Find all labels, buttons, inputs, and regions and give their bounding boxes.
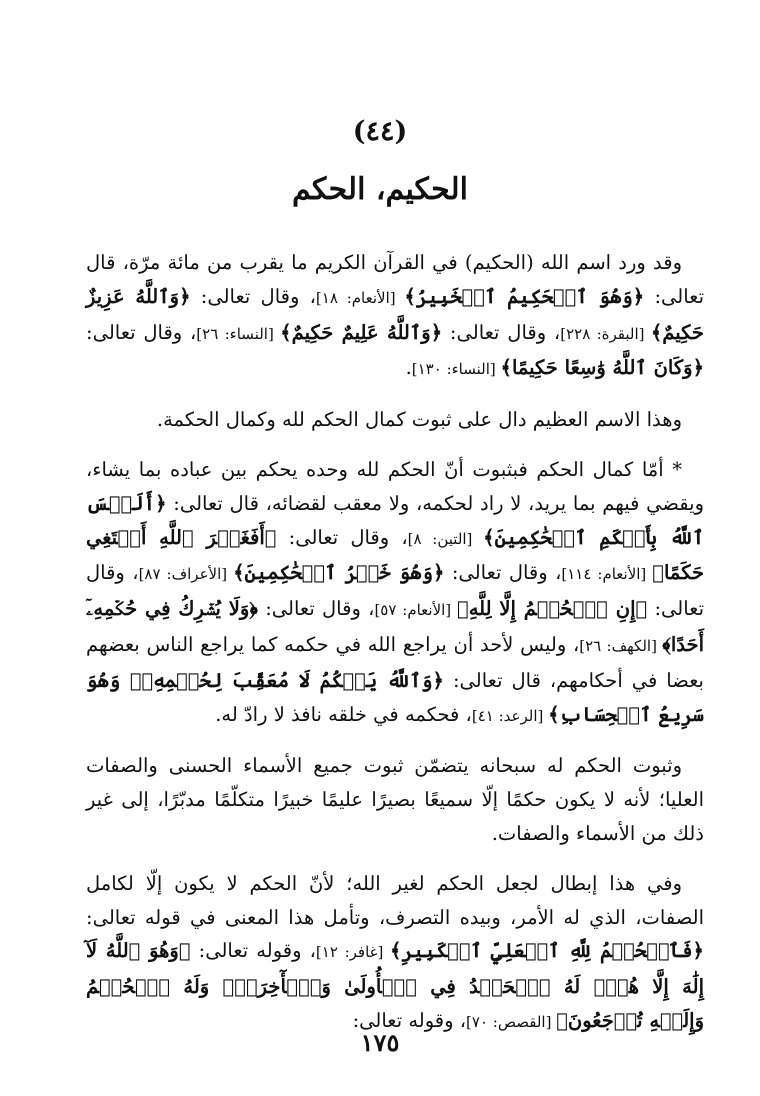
paragraph-text: ، فحكمه في خلقه نافذ لا رادّ له. [215, 702, 472, 726]
quran-verse: ﴿وَٱللَّهُ يَحۡكُمُ لَا مُعَقِّبَ لِحُكۡمِهِۦۚ وَهُوَ سَرِيعُ ٱلۡحِسَابِ﴾ [86, 668, 704, 726]
verse-reference: [الأنعام: ١٨] [315, 288, 405, 307]
verse-reference: [الرعد: ٤١] [471, 706, 549, 725]
quran-verse: ﴿فَٱلۡحُكۡمُ لِلَّهِ ٱلۡعَلِيِّ ٱلۡكَبِيرِ﴾ [390, 939, 704, 963]
paragraph [86, 453, 704, 733]
paragraph [86, 403, 704, 437]
paragraph-text: ، وقال تعالى: [86, 320, 197, 344]
paragraph-text: . [405, 356, 412, 380]
paragraph [86, 246, 704, 387]
verse-reference: [الكهف: ٢٦] [579, 636, 663, 655]
paragraph-text: ، وقال تعالى: [442, 320, 561, 344]
chapter-title: الحكيم، الحكم [292, 172, 468, 207]
paragraph-text: ، وقال تعالى: [86, 561, 704, 621]
quran-verse: ﴿وَٱللَّهُ عَلِيمٌ حَكِيمٌ﴾ [280, 320, 443, 344]
paragraph-text: وقد ورد اسم الله (الحكيم) في القرآن الكريم ما يقرب من مائة مرّة، قال تعالى: [86, 251, 705, 308]
verse-reference: [الأعراف: ٨٧] [138, 565, 234, 584]
paragraph-text: ، وقوله تعالى: [190, 939, 316, 963]
verse-reference: [النساء: ١٣٠] [411, 360, 501, 379]
quran-verse: ﴿إِنِ ٱلۡحُكۡمُ إِلَّا لِلَّهِ﴾ [457, 597, 648, 621]
verse-reference: [الأنعام: ٥٧] [374, 601, 457, 620]
paragraph-text: وهذا الاسم العظيم دال على ثبوت كمال الحكم لله وكمال الحكمة. [156, 408, 682, 432]
verse-reference: [النساء: ٢٦] [196, 324, 281, 343]
chapter-number: (٤٤) [352, 116, 408, 147]
paragraph [86, 749, 704, 850]
paragraph-text: ، وليس لأحد أن يراجع الله في حكمه كما يراجع الناس بعضهم بعضا في أحكامهم، قال تعالى: [86, 632, 704, 692]
body-text [86, 246, 704, 1056]
quran-verse: ﴿وَهُوَ ٱلۡحَكِيمُ ٱلۡخَبِيرُ﴾ [404, 284, 645, 308]
verse-reference: [التين: ٨] [407, 529, 484, 548]
paragraph-text: ، وقال تعالى: [444, 561, 562, 585]
verse-reference: [الأنعام: ١١٤] [561, 565, 653, 584]
verse-reference: [القصص: ٧٠] [466, 1012, 557, 1031]
paragraph-text: وفي هذا إبطال لجعل الحكم لغير الله؛ لأنّ الحكم لا يكون إلّا لكامل الصفات، الذي له الأمر، وبيده التصرف، وتأمل هذا المعنى في قوله تعالى: [86, 871, 704, 929]
verse-reference: [البقرة: ٢٢٨] [560, 324, 651, 343]
paragraph [86, 867, 704, 1040]
quran-verse: ﴿وَكَانَ ٱللَّهُ وَٰسِعًا حَكِيمًا﴾ [500, 356, 704, 380]
quran-verse: ﴿وَهُوَ ٱللَّهُ لَآ إِلَٰهَ إِلَّا هُوَۖ لَهُ ٱلۡحَمۡدُ فِي ٱلۡأُولَىٰ وَٱلۡأٓخِرَةِۖ وَلَهُ ٱلۡحُكۡمُ وَإِلَيۡهِ تُرۡجَعُونَ﴾ [86, 939, 704, 1032]
quran-verse: ﴿أَفَغَيۡرَ ٱللَّهِ أَبۡتَغِي حَكَمًا﴾ [86, 525, 705, 585]
paragraph-text: ، وقال تعالى: [257, 597, 375, 621]
page-number: ١٧٥ [360, 1028, 400, 1057]
quran-verse: ﴿أَلَيۡسَ ٱللَّهُ بِأَحۡكَمِ ٱلۡحَٰكِمِينَ﴾ [86, 491, 705, 549]
paragraph-text: ، وقال تعالى: [190, 284, 316, 308]
paragraph-text: ، وقوله تعالى: [352, 1008, 467, 1032]
verse-reference: [غافر: ١٢] [315, 943, 391, 962]
paragraph-text: * أمّا كمال الحكم فبثبوت أنّ الحكم لله وحده يحكم بين عباده بما يشاء، ويقضي فيهم بما يريد، لا راد لحكمه، ولا معقب لقضائه، قال تعالى: [86, 457, 704, 515]
quran-verse: ﴿وَهُوَ خَيۡرُ ٱلۡحَٰكِمِينَ﴾ [233, 561, 445, 585]
paragraph-text: وثبوت الحكم له سبحانه يتضمّن ثبوت جميع الأسماء الحسنى والصفات العليا؛ لأنه لا يكون حكمًا إلّا سميعًا بصيرًا عليمًا خبيرًا متكلّمًا مدبّرًا، إلى غير ذلك من الأسماء والصفات. [86, 754, 704, 845]
paragraph-text: ، وقال تعالى: [276, 525, 408, 549]
quran-verse: ﴿وَلَا يُشۡرِكُ فِي حُكۡمِهِۦٓ أَحَدًا﴾ [86, 597, 704, 656]
quran-verse: ﴿وَٱللَّهُ عَزِيزٌ حَكِيمٌ﴾ [86, 284, 704, 344]
